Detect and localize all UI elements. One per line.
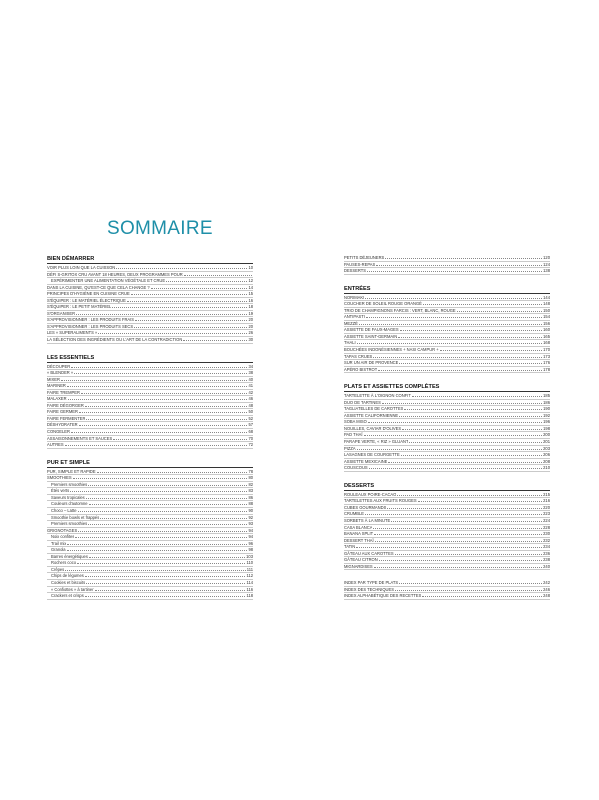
toc-left-column [47, 255, 253, 610]
dot-leader [404, 409, 542, 410]
entry-title: MARINER [47, 383, 66, 389]
entry-title: Noix confites [51, 534, 75, 540]
dot-leader [116, 268, 247, 269]
section-heading: PUR ET SIMPLE [47, 459, 253, 468]
entry-page-number: 103 [246, 553, 253, 559]
entry-title: PETITS DÉJEUNERS [344, 255, 385, 260]
entry-title: ASSIETTE SAINT-GERMAIN [344, 333, 398, 339]
dot-leader [85, 576, 246, 577]
entry-title: INDEX PAR TYPE DE PLATS [344, 580, 399, 586]
entry-page-number: 232 [543, 537, 550, 543]
entry-title: MIGNARDISES [344, 563, 373, 569]
dot-leader [388, 462, 542, 463]
dot-leader [85, 406, 248, 407]
dot-leader [85, 596, 246, 597]
dot-leader [369, 468, 543, 469]
entry-title: BANANA SPLIT [344, 531, 374, 537]
dot-leader [95, 590, 246, 591]
dot-leader [88, 524, 247, 525]
entry-page-number: 57 [248, 422, 253, 428]
entry-page-number: 173 [543, 353, 550, 359]
dot-leader [398, 337, 542, 338]
entry-page-number: 112 [246, 573, 253, 579]
dot-leader [395, 590, 542, 591]
entry-page-number: 114 [246, 579, 253, 585]
entry-title: Premiers smoothies [51, 521, 88, 527]
dot-leader [86, 498, 248, 499]
entry-title: APÉRO BISTROT [344, 366, 378, 372]
entry-page-number: 16 [248, 297, 253, 303]
dot-leader [88, 485, 247, 486]
entry-page-number: 236 [543, 550, 550, 556]
dot-leader [74, 373, 247, 374]
entry-page-number: 154 [543, 314, 550, 320]
entry-title: TARTELETTES AUX FRUITS ROUGES [344, 498, 417, 504]
dot-leader [81, 393, 248, 394]
entry-page-number: 15 [248, 291, 253, 297]
entry-title: COUCHER DE SOLEIL ROUGE ORANGÉ [344, 301, 422, 307]
entry-title: SUR UN AIR DE PROVENCE [344, 360, 399, 366]
entry-title: BOUCHÉES INDONÉSIENNES + NASI CAMPUR + [344, 347, 439, 353]
entry-page-number: 40 [248, 376, 253, 382]
entry-title: TARTELETTE À L'OIGNON CONFIT [344, 393, 411, 399]
entry-page-number: 12 [248, 278, 253, 284]
entry-page-number: 138 [543, 268, 550, 274]
entry-title: COUSCOUS [344, 465, 368, 471]
dot-leader [89, 504, 248, 505]
dot-leader [79, 425, 248, 426]
entry-title: DUO DE TARTINES [344, 399, 381, 405]
entry-title: CRUMBLE [344, 511, 365, 517]
entry-page-number: 116 [246, 586, 253, 592]
dot-leader [387, 508, 542, 509]
toc-entry [344, 593, 550, 600]
entry-page-number: 168 [543, 340, 550, 346]
entry-page-number: 170 [543, 347, 550, 353]
entry-page-number: 78 [248, 468, 253, 474]
entry-page-number: 68 [248, 429, 253, 435]
toc-entry [344, 268, 550, 275]
toc-entry [344, 367, 550, 374]
entry-page-number: 118 [246, 593, 253, 599]
toc-entry [344, 465, 550, 472]
entry-title: « BLENDER » [47, 370, 74, 376]
dot-leader [364, 435, 543, 436]
entry-page-number: 246 [543, 586, 550, 592]
entry-title: GÂTEAU AUX CAROTTES [344, 550, 394, 556]
entry-title: S'ORGANISER [47, 310, 76, 316]
entry-page-number: 192 [543, 412, 550, 418]
entry-page-number: 50 [248, 409, 253, 415]
entry-page-number: 150 [543, 307, 550, 313]
entry-title: TAGLIATELLES DE CAROTTES [344, 406, 404, 412]
entry-page-number: 160 [543, 327, 550, 333]
dot-leader [86, 419, 247, 420]
entry-title: Premiers smoothies [51, 481, 88, 487]
entry-page-number: 165 [543, 333, 550, 339]
entry-page-number: 110 [246, 560, 253, 566]
entry-title: DÉCOUPER [47, 363, 71, 369]
dot-leader [457, 311, 543, 312]
entry-page-number: 19 [248, 310, 253, 316]
dot-leader [365, 298, 542, 299]
entry-page-number: 18 [248, 304, 253, 310]
dot-leader [65, 570, 246, 571]
dot-leader [357, 449, 543, 450]
entry-title: INDEX DES TECHNIQUES [344, 586, 394, 592]
entry-page-number: 176 [543, 360, 550, 366]
entry-page-number: 220 [543, 504, 550, 510]
dot-leader [67, 544, 247, 545]
entry-title: EXPÉRIMENTER UNE ALIMENTATION VÉGÉTALE ET CRUE [51, 278, 166, 284]
dot-leader [374, 567, 542, 568]
entry-title: THALI [344, 340, 356, 346]
entry-title: ASSAISONNEMENTS ET SAUCES [47, 435, 113, 441]
entry-title: Étés verts [51, 488, 70, 494]
entry-page-number: 196 [543, 419, 550, 425]
entry-page-number: 198 [543, 425, 550, 431]
entry-page-number: 111 [246, 566, 253, 572]
dot-leader [418, 501, 543, 502]
dot-leader [440, 350, 543, 351]
entry-title: « Confiottes » à tartiner [51, 586, 94, 592]
entry-page-number: 88 [248, 501, 253, 507]
entry-title: DÉSHYDRATER [47, 422, 78, 428]
dot-leader [422, 596, 542, 597]
entry-title: TATIN [344, 544, 356, 550]
section-heading: LES ESSENTIELS [47, 354, 253, 363]
entry-title: AUTRES [47, 442, 64, 448]
entry-page-number: 26 [248, 330, 253, 336]
entry-title: Chips de légumes [51, 573, 84, 579]
dot-leader [67, 386, 248, 387]
entry-title: INDEX ALPHABÉTIQUE DES RECETTES [344, 593, 422, 599]
dot-leader [86, 583, 245, 584]
dot-leader [78, 511, 248, 512]
entry-page-number: 228 [543, 524, 550, 530]
entry-title: CASA BLANCA [344, 524, 373, 530]
dot-leader [100, 518, 247, 519]
dot-leader [400, 330, 543, 331]
entry-page-number: 20 [248, 323, 253, 329]
dot-leader [373, 528, 542, 529]
entry-title: PRINCIPES D'HYGIÈNE EN CUISINE CRUE [47, 291, 130, 297]
entry-title: S'ÉQUIPER : LE MATÉRIEL ÉLECTRIQUE [47, 297, 126, 303]
entry-page-number: 98 [248, 547, 253, 553]
dot-leader [166, 281, 247, 282]
dot-leader [365, 514, 542, 515]
entry-page-number: 124 [543, 261, 550, 267]
dot-leader [399, 363, 542, 364]
dot-leader [378, 370, 542, 371]
entry-page-number: 216 [543, 498, 550, 504]
entry-page-number: 242 [543, 580, 550, 586]
entry-page-number: 208 [543, 458, 550, 464]
dot-leader [134, 327, 247, 328]
entry-title: SORBETS À LA MINUTE [344, 517, 391, 523]
entry-page-number: 46 [248, 396, 253, 402]
dot-leader [112, 307, 247, 308]
entry-page-number: 203 [543, 445, 550, 451]
entry-title: DESSERT THAÏ [344, 537, 374, 543]
entry-page-number: 238 [543, 557, 550, 563]
entry-title: Couleurs d'automne [51, 501, 88, 507]
entry-page-number: 224 [543, 517, 550, 523]
entry-title: MIXER [47, 376, 60, 382]
dot-leader [397, 495, 542, 496]
dot-leader [368, 422, 542, 423]
entry-page-number: 94 [248, 527, 253, 533]
entry-title: DÉFI S-GRITOX CRU AVANT 18 HEURES, DEUX PROGRAMMES POUR [47, 271, 183, 277]
entry-page-number: 30 [248, 337, 253, 343]
entry-page-number: 248 [543, 593, 550, 599]
toc-section [344, 285, 550, 374]
dot-leader [67, 550, 248, 551]
dot-leader [376, 265, 542, 266]
entry-page-number: 82 [248, 481, 253, 487]
entry-title: PAUSES-REPAS [344, 261, 376, 267]
dot-leader [151, 288, 248, 289]
dot-leader [373, 357, 542, 358]
dot-leader [183, 340, 247, 341]
dot-leader [375, 541, 543, 542]
toc-section [47, 354, 253, 449]
entry-title: CUBES GOURMANDS [344, 504, 387, 510]
entry-page-number: 156 [543, 320, 550, 326]
entry-page-number: 34 [248, 363, 253, 369]
entry-title: PARAPE VERTE, « RIZ » GLUANT [344, 439, 409, 445]
entry-page-number: 234 [543, 544, 550, 550]
entry-title: DANS LA CUISINE, QU'EST-CE QUE CELA CHANGE ? [47, 284, 150, 290]
entry-page-number: 215 [543, 491, 550, 497]
entry-page-number: 223 [543, 511, 550, 517]
entry-title: Saveurs tropicales [51, 494, 85, 500]
entry-page-number: 52 [248, 415, 253, 421]
dot-leader [77, 563, 245, 564]
entry-page-number: 120 [543, 255, 550, 260]
entry-page-number: 230 [543, 531, 550, 537]
dot-leader [78, 531, 247, 532]
entry-title: Smoothie bowls et frappés [51, 514, 100, 520]
toc-section [344, 255, 550, 275]
entry-page-number: 86 [248, 494, 253, 500]
dot-leader [395, 554, 543, 555]
entry-page-number: 38 [248, 370, 253, 376]
dot-leader [367, 271, 542, 272]
entry-title: ROULEAUX POIRE-CACAO [344, 491, 397, 497]
dot-leader [409, 442, 542, 443]
entry-title: GRIGNOTAGES [47, 527, 78, 533]
dot-leader [79, 412, 248, 413]
entry-page-number: 80 [248, 475, 253, 481]
entry-title: FAIRE TREMPER [47, 389, 80, 395]
dot-leader [382, 403, 542, 404]
entry-page-number: 210 [543, 465, 550, 471]
toc-section [344, 482, 550, 571]
entry-title: DESSERTS [344, 268, 366, 274]
dot-leader [89, 557, 245, 558]
toc-entry [47, 337, 253, 344]
entry-title: GÂTEAU CITRON [344, 557, 378, 563]
entry-title: ASSIETTE DE FAUX-MAGES [344, 327, 399, 333]
entry-page-number: 70 [248, 435, 253, 441]
dot-leader [131, 294, 248, 295]
dot-leader [61, 380, 247, 381]
entry-title: NOUILLES, CAVIAR D'OLIVES [344, 425, 402, 431]
entry-page-number: 148 [543, 301, 550, 307]
entry-page-number: 90 [248, 507, 253, 513]
dot-leader [401, 455, 542, 456]
dot-leader [65, 445, 248, 446]
entry-title: SMOOTHIES [47, 475, 72, 481]
dot-leader [135, 320, 247, 321]
entry-page-number: 190 [543, 406, 550, 412]
entry-page-number: 14 [248, 284, 253, 290]
entry-title: S'APPROVISIONNER : LES PRODUITS SECS [47, 323, 134, 329]
entry-title: NORIMAKI [344, 294, 365, 300]
dot-leader [73, 478, 248, 479]
dot-leader [356, 547, 542, 548]
dot-leader [113, 439, 247, 440]
entry-title: LA SÉLECTION DES INGRÉDIENTS OU L'ART DE LA CONTRADICTION [47, 337, 183, 343]
entry-title: ANTIPASTI [344, 314, 365, 320]
dot-leader [75, 537, 247, 538]
section-heading: ENTRÉES [344, 285, 550, 294]
dot-leader [423, 304, 542, 305]
dot-leader [68, 399, 248, 400]
entry-page-number: 185 [543, 393, 550, 399]
entry-title: MEZZÉ [344, 320, 358, 326]
dot-leader [71, 367, 247, 368]
dot-leader [402, 429, 542, 430]
entry-page-number: 178 [543, 366, 550, 372]
entry-page-number: 41 [248, 383, 253, 389]
entry-title: CONGELER [47, 429, 70, 435]
entry-title: Trail mix [51, 540, 67, 546]
toc-entry [47, 442, 253, 449]
entry-title: Crackers et crisps [51, 593, 84, 599]
dot-leader [76, 314, 247, 315]
dot-leader [184, 275, 252, 276]
dot-leader [97, 472, 248, 473]
dot-leader [359, 324, 542, 325]
entry-title: S'APPROVISIONNER : LES PRODUITS FRAIS [47, 317, 134, 323]
dot-leader [374, 534, 542, 535]
toc-entry [47, 593, 253, 600]
section-heading: DESSERTS [344, 482, 550, 491]
dot-leader [385, 258, 542, 259]
entry-title: Crêpes [51, 566, 65, 572]
entry-title: S'ÉQUIPER : LE PETIT MATÉRIEL [47, 304, 112, 310]
entry-title: MALAXER [47, 396, 67, 402]
toc-section [344, 580, 550, 600]
entry-title: LES « SUPERALIMENTS » [47, 330, 98, 336]
entry-title: TAPAS CRUES [344, 353, 373, 359]
section-heading: PLATS ET ASSIETTES COMPLÈTES [344, 383, 550, 392]
entry-title: Choco – Latte [51, 507, 77, 513]
entry-page-number: 92 [248, 514, 253, 520]
entry-page-number: 48 [248, 402, 253, 408]
dot-leader [127, 301, 248, 302]
dot-leader [70, 491, 247, 492]
entry-page-number: 72 [248, 442, 253, 448]
page-title: SOMMAIRE [107, 218, 213, 239]
toc-section [47, 255, 253, 344]
section-heading: BIEN DÉMARRER [47, 255, 253, 264]
entry-title: PIZZA [344, 445, 356, 451]
entry-page-number: 201 [543, 439, 550, 445]
entry-page-number: 240 [543, 563, 550, 569]
toc-section [47, 459, 253, 600]
entry-title: LASAGNES DE COURGETTE [344, 452, 400, 458]
dot-leader [412, 396, 542, 397]
entry-title: Cookies et biscuits [51, 579, 86, 585]
entry-title: FAIRE FERMENTER [47, 415, 86, 421]
entry-page-number: 96 [248, 540, 253, 546]
dot-leader [98, 333, 247, 334]
entry-page-number: 206 [543, 452, 550, 458]
entry-title: FAIRE DÉGORGER [47, 402, 84, 408]
dot-leader [391, 521, 542, 522]
dot-leader [357, 343, 543, 344]
dot-leader [366, 317, 542, 318]
entry-page-number: 10 [248, 265, 253, 270]
entry-title: ASSIETTE MEXICAINE [344, 458, 388, 464]
toc-entry [344, 564, 550, 571]
entry-title: PUR, SIMPLE ET RAPIDE [47, 468, 96, 474]
entry-page-number: 186 [543, 399, 550, 405]
toc-right-column [344, 255, 550, 610]
entry-page-number: 144 [543, 294, 550, 300]
dot-leader [71, 432, 247, 433]
entry-title: PAD THAÏ [344, 432, 363, 438]
entry-page-number: 83 [248, 488, 253, 494]
entry-title: SOBA MISO [344, 419, 367, 425]
entry-page-number: 200 [543, 432, 550, 438]
entry-title: FAIRE GERMER [47, 409, 78, 415]
entry-page-number: 42 [248, 389, 253, 395]
entry-page-number: 93 [248, 521, 253, 527]
entry-title: Rochers coco [51, 560, 77, 566]
entry-title: VOIR PLUS LOIN QUE LA CUISSON [47, 265, 116, 270]
entry-page-number: 20 [248, 317, 253, 323]
entry-page-number: 94 [248, 534, 253, 540]
entry-title: Granola [51, 547, 66, 553]
toc-section [344, 383, 550, 472]
dot-leader [379, 560, 542, 561]
entry-title: Barres énergétiques [51, 553, 88, 559]
entry-title: TRIO DE CHAMPIGNONS FARCIS : VERT, BLANC, ROUGE [344, 307, 456, 313]
dot-leader [399, 583, 542, 584]
dot-leader [399, 416, 542, 417]
entry-title: ASSIETTE CALIFORNIENNE [344, 412, 399, 418]
